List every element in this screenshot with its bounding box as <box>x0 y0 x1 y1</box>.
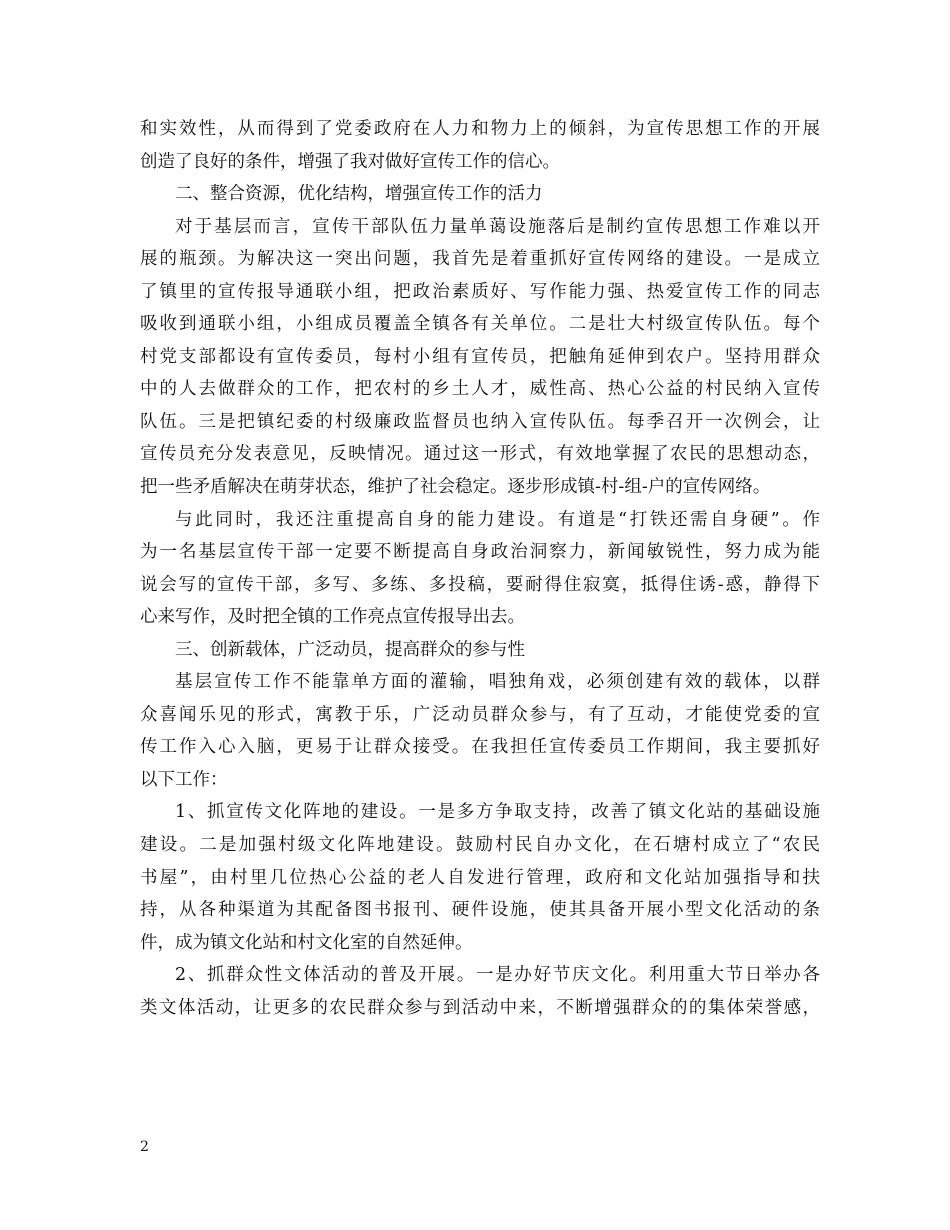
text-line: 众喜闻乐见的形式，寓教于乐，广泛动员群众参与，有了互动，才能使党委的宣 <box>140 704 820 725</box>
text-line: 创造了良好的条件，增强了我对做好宣传工作的信心。 <box>140 151 560 172</box>
body-text <box>140 113 820 1024</box>
text-line: 宣传员充分发表意见，反映情况。通过这一形式，有效地掌握了农民的思想动态， <box>140 444 820 465</box>
text-line: 与此同时，我还注重提高自身的能力建设。有道是“打铁还需自身硬”。作 <box>175 509 820 530</box>
section-heading: 三、创新载体，广泛动员，提高群众的参与性 <box>175 639 525 660</box>
text-line: 1、抓宣传文化阵地的建设。一是多方争取支持，改善了镇文化站的基础设施 <box>175 802 820 823</box>
text-line: 把一些矛盾解决在萌芽状态，维护了社会稳定。逐步形成镇-村-组-户的宣传网络。 <box>140 477 771 498</box>
section-heading: 二、整合资源，优化结构，增强宣传工作的活力 <box>175 184 543 205</box>
text-line: 村党支部都设有宣传委员，每村小组有宣传员，把触角延伸到农户。坚持用群众 <box>140 346 820 367</box>
page-number: 2 <box>140 1139 149 1155</box>
text-line: 以下工作： <box>140 769 228 790</box>
text-line: 书屋”，由村里几位热心公益的老人自发进行管理，政府和文化站加强指导和扶 <box>140 867 820 888</box>
text-line: 心来写作，及时把全镇的工作亮点宣传报导出去。 <box>140 607 525 628</box>
text-line: 类文体活动，让更多的农民群众参与到活动中来，不断增强群众的的集体荣誉感， <box>140 997 820 1018</box>
text-line: 件，成为镇文化站和村文化室的自然延伸。 <box>140 932 473 953</box>
text-line: 基层宣传工作不能靠单方面的灌输，唱独角戏，必须创建有效的载体，以群 <box>175 672 820 693</box>
text-line: 吸收到通联小组，小组成员覆盖全镇各有关单位。二是壮大村级宣传队伍。每个 <box>140 314 820 335</box>
text-line: 2、抓群众性文体活动的普及开展。一是办好节庆文化。利用重大节日举办各 <box>175 965 820 986</box>
text-line: 展的瓶颈。为解决这一突出问题，我首先是着重抓好宣传网络的建设。一是成立 <box>140 249 820 270</box>
text-line: 建设。二是加强村级文化阵地建设。鼓励村民自办文化，在石塘村成立了“农民 <box>140 835 820 856</box>
text-line: 持，从各种渠道为其配备图书报刊、硬件设施，使其具备开展小型文化活动的条 <box>140 900 820 921</box>
text-line: 传工作入心入脑，更易于让群众接受。在我担任宣传委员工作期间，我主要抓好 <box>140 737 820 758</box>
text-line: 中的人去做群众的工作，把农村的乡土人才，威性高、热心公益的村民纳入宣传 <box>140 379 820 400</box>
text-line: 队伍。三是把镇纪委的村级廉政监督员也纳入宣传队伍。每季召开一次例会，让 <box>140 411 820 432</box>
text-line: 为一名基层宣传干部一定要不断提高自身政治洞察力，新闻敏锐性，努力成为能 <box>140 542 820 563</box>
text-line: 了镇里的宣传报导通联小组，把政治素质好、写作能力强、热爱宣传工作的同志 <box>140 281 820 302</box>
text-line: 和实效性，从而得到了党委政府在人力和物力上的倾斜，为宣传思想工作的开展 <box>140 119 820 139</box>
text-line: 对于基层而言，宣传干部队伍力量单蔼设施落后是制约宣传思想工作难以开 <box>175 216 820 237</box>
text-line: 说会写的宣传干部，多写、多练、多投稿，要耐得住寂寞，抵得住诱-惑，静得下 <box>140 574 820 595</box>
